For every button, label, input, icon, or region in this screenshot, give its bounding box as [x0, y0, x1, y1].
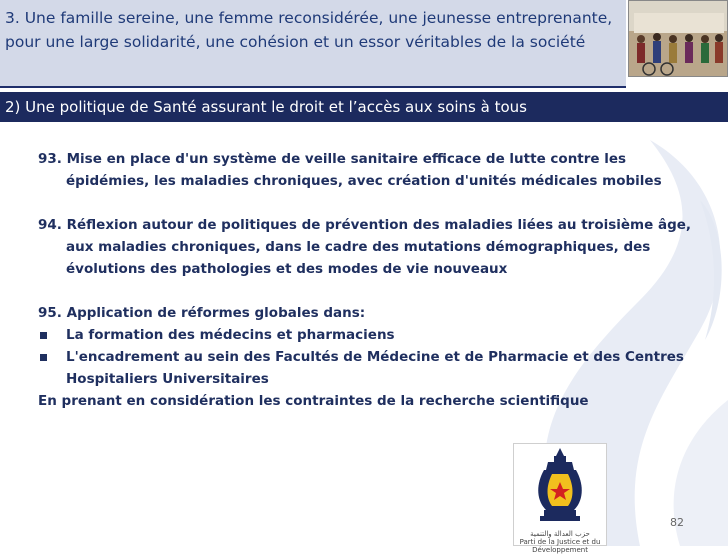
lantern-logo-icon: [514, 444, 606, 528]
item-95-line-1: 95. Application de réformes globales dans:: [38, 305, 366, 321]
square-bullet-icon: [38, 324, 66, 346]
logo-caption: حزب العدالة والتنمية Parti de la Justice et du Développement: [519, 530, 601, 554]
item-94-line-2: aux maladies chroniques, dans le cadre des mutations démographiques, des: [66, 239, 651, 255]
section-title: 2) Une politique de Santé assurant le droit et l’accès aux soins à tous: [5, 98, 527, 116]
bullet-text: La formation des médecins et pharmaciens: [66, 327, 395, 343]
party-logo: [513, 443, 607, 554]
item-94-line-1: 94. Réflexion autour de politiques de prévention des maladies liées au troisième âge,: [38, 217, 692, 233]
people-photo-icon: [629, 1, 728, 77]
list-item: [38, 346, 698, 368]
section-bar: [0, 92, 728, 122]
header-photo: [628, 0, 728, 77]
bullet-continuation: Hospitaliers Universitaires: [66, 371, 269, 387]
closing-line: En prenant en considération les contraintes de la recherche scientifique: [38, 393, 589, 409]
square-bullet-icon: [38, 346, 66, 368]
slide-content: [38, 148, 698, 412]
list-item: [38, 324, 698, 346]
bullet-text: L'encadrement au sein des Facultés de Médecine et de Pharmacie et des Centres: [66, 349, 684, 365]
header-title: 3. Une famille sereine, une femme reconsidérée, une jeunesse entreprenante, pour une large solidarité, une cohésion et un essor véritables de la société: [5, 9, 613, 51]
item-93-line-1: 93. Mise en place d'un système de veille sanitaire efficace de lutte contre les: [38, 151, 627, 167]
page-number: 82: [670, 516, 684, 529]
item-94-line-3: évolutions des pathologies et des modes de vie nouveaux: [66, 261, 508, 277]
slide-header: [0, 0, 626, 88]
item-93-line-2: épidémies, les maladies chroniques, avec création d'unités médicales mobiles: [66, 173, 662, 189]
